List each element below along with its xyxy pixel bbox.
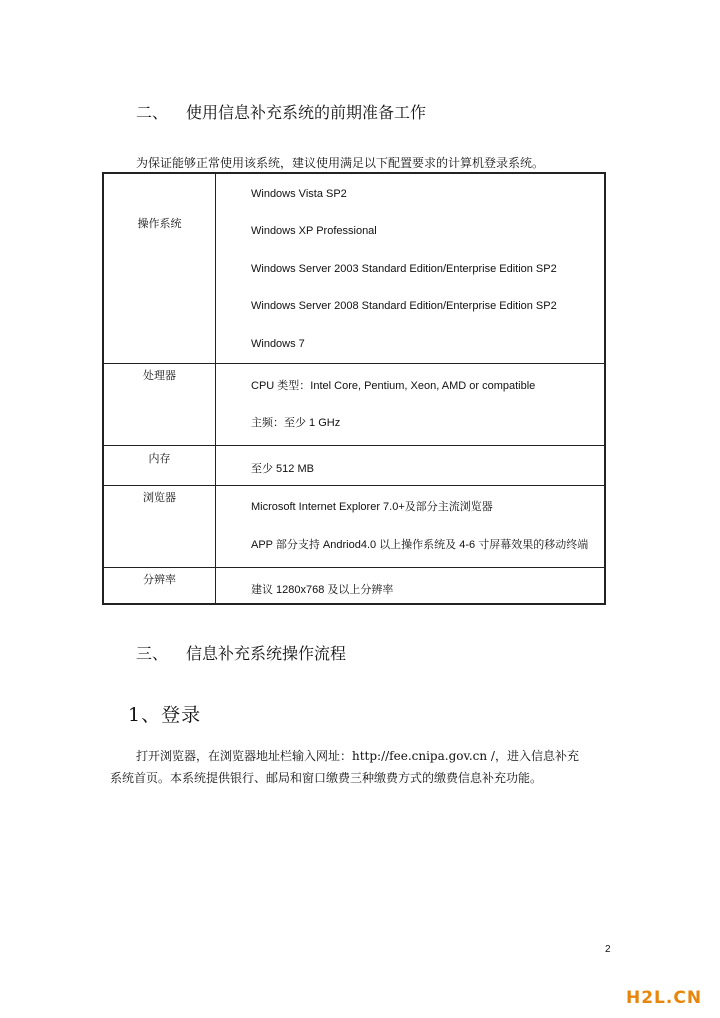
section-number: 二、 [136, 103, 169, 122]
resolution-value: 建议 1280x768 及以上分辨率 [251, 584, 394, 596]
os-value: Windows Server 2008 Standard Edition/Enterprise Edition SP2 [251, 300, 557, 312]
requirements-table [102, 172, 606, 605]
page-number: 2 [605, 944, 611, 955]
browser-value: APP 部分支持 Andriod4.0 以上操作系统及 4-6 寸屏幕效果的移动终端 [251, 539, 589, 551]
watermark-logo: H2L.CN [626, 988, 703, 1008]
table-row-separator [104, 485, 604, 486]
row-label-memory: 内存 [148, 452, 171, 465]
row-label-cpu: 处理器 [143, 369, 176, 382]
cpu-value: 主频：至少 1 GHz [251, 417, 341, 429]
table-row-separator [104, 567, 604, 568]
cpu-value: CPU 类型：Intel Core, Pentium, Xeon, AMD or compatible [251, 380, 536, 392]
os-value: Windows Server 2003 Standard Edition/Enterprise Edition SP2 [251, 263, 557, 275]
browser-value: Microsoft Internet Explorer 7.0+及部分主流浏览器 [251, 501, 493, 513]
paragraph-line: 打开浏览器，在浏览器地址栏输入网址：http://fee.cnipa.gov.cn /，进入信息补充 [136, 749, 579, 763]
intro-text: 为保证能够正常使用该系统，建议使用满足以下配置要求的计算机登录系统。 [136, 156, 545, 170]
row-label-resolution: 分辨率 [143, 573, 176, 586]
memory-value: 至少 512 MB [251, 463, 314, 475]
os-value: Windows 7 [251, 338, 305, 350]
paragraph-line: 系统首页。本系统提供银行、邮局和窗口缴费三种缴费方式的缴费信息补充功能。 [110, 771, 543, 785]
table-row-separator [104, 363, 604, 364]
table-divider [215, 174, 216, 603]
table-row-separator [104, 445, 604, 446]
os-value: Windows XP Professional [251, 225, 377, 237]
section-title: 使用信息补充系统的前期准备工作 [186, 103, 427, 122]
row-label-browser: 浏览器 [143, 491, 176, 504]
section-number: 三、 [136, 644, 169, 663]
row-label-os: 操作系统 [137, 217, 182, 230]
section-title: 信息补充系统操作流程 [186, 644, 347, 663]
os-value: Windows Vista SP2 [251, 188, 347, 200]
login-heading: 1、登录 [128, 704, 202, 726]
